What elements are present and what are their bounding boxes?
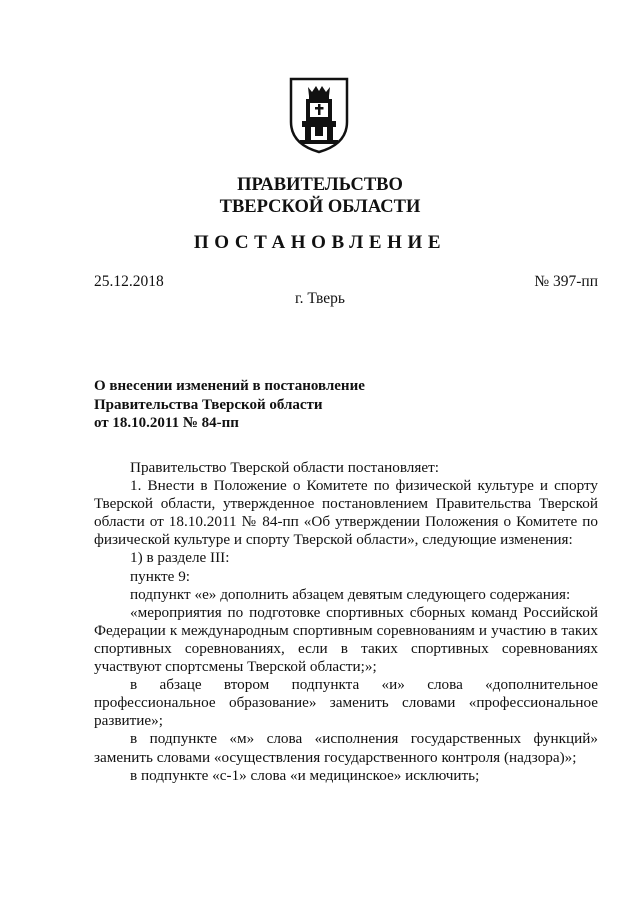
subject-line-2: Правительства Тверской области	[94, 396, 323, 413]
subject-line-3: от 18.10.2011 № 84-пп	[94, 415, 239, 431]
organization-name	[0, 174, 640, 218]
document-subject	[94, 377, 365, 433]
body-paragraph-quote: «мероприятия по подготовке спортивных сборных команд Российской Федерации к международным спортивным соревнованиям и участию в таких спортивных соревнованиях, если в таких спортивных соревнованиях участвуют спортсмены Тверской области;»;	[94, 603, 598, 676]
subject-line-1: О внесении изменений в постановление	[94, 378, 365, 394]
body-paragraph-subpoint-m: в подпункте «м» слова «исполнения государственных функций» заменить словами «осуществления государственного контроля (надзора)»;	[94, 730, 598, 766]
organization-name-line-1: ПРАВИТЕЛЬСТВО	[237, 175, 403, 195]
body-paragraph-section-3: 1) в разделе III:	[130, 549, 230, 567]
coat-of-arms-emblem	[288, 76, 350, 154]
document-date: 25.12.2018	[94, 273, 164, 290]
body-paragraph-subpoint-e: подпункт «е» дополнить абзацем девятым следующего содержания:	[130, 585, 571, 603]
body-paragraph-intro: Правительство Тверской области постановляет:	[130, 459, 439, 476]
body-paragraph-subpoint-i: в абзаце втором подпункта «и» слова «дополнительное профессиональное образование» заменить словами «профессиональное развитие»;	[94, 676, 598, 730]
document-city: г. Тверь	[295, 290, 345, 307]
document-type: ПОСТАНОВЛЕНИЕ	[193, 232, 447, 253]
body-paragraph-point-9: пункте 9:	[130, 567, 191, 585]
document-body	[94, 459, 598, 785]
organization-name-line-2: ТВЕРСКОЙ ОБЛАСТИ	[219, 197, 421, 217]
body-paragraph-subpoint-s1: в подпункте «с-1» слова «и медицинское» исключить;	[130, 766, 480, 784]
body-paragraph-item-1: 1. Внести в Положение о Комитете по физической культуре и спорту Тверской области, утвержденное постановлением Правительства Тверской области от 18.10.2011 № 84-пп «Об утверждении Положения о Комитете по физической культуре и спорту Тверской области», следующие изменения:	[94, 477, 598, 549]
document-number: № 397-пп	[534, 273, 598, 290]
